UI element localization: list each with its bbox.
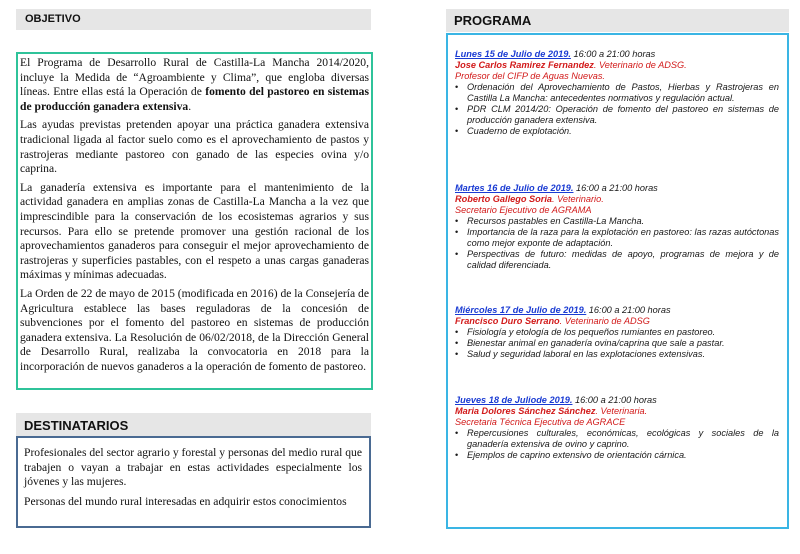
- topic-item: [455, 450, 779, 461]
- bullet-icon: •: [455, 126, 459, 136]
- session-speaker: Roberto Gallego Soria: [455, 194, 552, 204]
- session-topics: [455, 82, 779, 137]
- session-speaker-line: [455, 60, 779, 71]
- objetivo-box: [16, 52, 373, 390]
- objetivo-paragraph-3: La ganadería extensiva es importante para el mantenimiento de la actividad ganadera en amplias zonas de Castilla-La Mancha a la vez que imprescindible para la conservación de los ecosistemas agrarios y sus recursos. Para ello se pretende promover una gestión racional de los aprovechamientos ganaderos para conseguir el mejor aprovechamiento de rastrojeras y superficies pastables, con el respeto a unas cargas ganaderas máximas y mínimas adecuadas.: [20, 180, 369, 282]
- bullet-icon: •: [455, 249, 459, 259]
- session-speaker-line: [455, 194, 779, 205]
- topic-text: Bienestar animal en ganadería ovina/caprina que sale a pastar.: [467, 338, 725, 348]
- topic-item: [455, 327, 779, 338]
- objetivo-text-end: .: [188, 99, 192, 113]
- topic-item: [455, 249, 779, 271]
- bullet-icon: •: [455, 428, 459, 438]
- objetivo-highlight: fomento del pastoreo en sistemas de producción ganadera extensiva: [20, 85, 369, 113]
- session-date: Lunes 15 de Julio de 2019.: [455, 49, 571, 59]
- destinatarios-header: DESTINATARIOS: [16, 413, 371, 436]
- bullet-icon: •: [455, 104, 459, 114]
- bullet-icon: •: [455, 82, 459, 92]
- bullet-icon: •: [455, 216, 459, 226]
- topic-item: [455, 82, 779, 104]
- topic-text: Ordenación del Aprovechamiento de Pastos, Hierbas y Rastrojeras en Castilla La Mancha: antecedentes normativos y regulación actual.: [467, 82, 779, 103]
- session-date-line: [455, 305, 779, 316]
- session-speaker-role: . Veterinario de ADSG.: [593, 60, 687, 70]
- session-date-line: [455, 183, 779, 194]
- session-time: 16:00 a 21:00 horas: [572, 395, 657, 405]
- objetivo-paragraph-4: La Orden de 22 de mayo de 2015 (modificada en 2016) de la Consejería de Agricultura establece las bases reguladoras de la concesión de subvenciones por el fomento del pastoreo en sistemas de producción ganadera extensiva. La Resolución de 06/02/2018, de la Dirección General de Desarrollo Rural, realizaba la convocatoria en 2018 para la incorporación de nuevos ganaderos a la operación de fomento de pastoreo.: [20, 286, 369, 373]
- session-date: Martes 16 de Julio de 2019.: [455, 183, 574, 193]
- bullet-icon: •: [455, 338, 459, 348]
- topic-item: [455, 216, 779, 227]
- topic-item: [455, 428, 779, 450]
- bullet-icon: •: [455, 349, 459, 359]
- topic-item: [455, 349, 779, 360]
- session-topics: [455, 428, 779, 461]
- session-speaker-line: [455, 406, 779, 417]
- objetivo-paragraph-1: [20, 56, 369, 114]
- topic-text: Ejemplos de caprino extensivo de orientación cárnica.: [467, 450, 687, 460]
- destinatarios-paragraph-2: Personas del mundo rural interesadas en adquirir estos conocimientos: [24, 494, 347, 508]
- session-topics: [455, 327, 779, 360]
- session-date-line: [455, 49, 779, 60]
- topic-item: [455, 338, 779, 349]
- topic-text: Recursos pastables en Castilla-La Mancha.: [467, 216, 645, 226]
- topic-text: Salud y seguridad laboral en las explotaciones extensivas.: [467, 349, 706, 359]
- session-date: Miércoles 17 de Julio de 2019.: [455, 305, 587, 315]
- session-speaker: Jose Carlos Ramirez Fernandez: [455, 60, 594, 70]
- bullet-icon: •: [455, 450, 459, 460]
- topic-text: Cuaderno de explotación.: [467, 126, 572, 136]
- programa-header: PROGRAMA: [446, 9, 789, 32]
- session-speaker: Maria Dolores Sánchez Sánchez: [455, 406, 596, 416]
- bullet-icon: •: [455, 327, 459, 337]
- session-date: Jueves 18 de Juliode 2019.: [455, 395, 573, 405]
- session-speaker-role: . Veterinario.: [552, 194, 604, 204]
- destinatarios-paragraph-1: Profesionales del sector agrario y forestal y personas del medio rural que trabajen o vayan a trabajar en estas actividades especialmente los jóvenes y las mujeres.: [24, 446, 362, 489]
- topic-text: Importancia de la raza para la explotación en pastoreo: las razas autóctonas como mejor exponte de adaptación.: [467, 227, 779, 248]
- session-speaker-line: [455, 316, 779, 327]
- session-topics: [455, 216, 779, 271]
- topic-text: Repercusiones culturales, económicas, ecológicas y sociales de la ganadería extensiva de ovino y caprino.: [467, 428, 779, 449]
- session-2: [455, 183, 779, 271]
- session-speaker: Francisco Duro Serrano: [455, 316, 560, 326]
- objetivo-text: El Programa de Desarrollo Rural de Castilla-La Mancha 2014/2020, incluye la Medida de “Agroambiente y Clima”, que engloba diversas líneas. Entre ellas está la Operación de: [20, 56, 369, 99]
- session-3: [455, 305, 779, 360]
- programa-box: [446, 33, 789, 529]
- session-time: 16:00 a 21:00 horas: [586, 305, 671, 315]
- session-role-line: Secretaria Técnica Ejecutiva de AGRACE: [455, 417, 626, 427]
- topic-item: [455, 126, 779, 137]
- session-speaker-role: . Veterinario de ADSG: [559, 316, 650, 326]
- session-4: [455, 395, 779, 461]
- objetivo-header: OBJETIVO: [16, 9, 371, 30]
- topic-text: PDR CLM 2014/20: Operación de fomento del pastoreo en sistemas de producción ganadera extensiva.: [467, 104, 779, 125]
- session-speaker-role: . Veterinaria.: [595, 406, 648, 416]
- session-time: 16:00 a 21:00 horas: [573, 183, 658, 193]
- destinatarios-box: [16, 436, 371, 528]
- topic-text: Perspectivas de futuro: medidas de apoyo, programas de mejora y de calidad diferenciada.: [467, 249, 779, 270]
- topic-item: [455, 227, 779, 249]
- topic-text: Fisiología y etología de los pequeños rumiantes en pastoreo.: [467, 327, 716, 337]
- bullet-icon: •: [455, 227, 459, 237]
- session-role-line: Secretario Ejecutivo de AGRAMA: [455, 205, 592, 215]
- topic-item: [455, 104, 779, 126]
- session-1: [455, 49, 779, 137]
- session-role-line: Profesor del CIFP de Aguas Nuevas.: [455, 71, 605, 81]
- objetivo-paragraph-2: Las ayudas previstas pretenden apoyar una práctica ganadera extensiva tradicional ligada al factor suelo como es el aprovechamiento de pastos y rastrojeras mediante pastoreo con ganado de las especies ovina y/o caprina.: [20, 118, 369, 176]
- session-date-line: [455, 395, 779, 406]
- session-time: 16:00 a 21:00 horas: [570, 49, 656, 59]
